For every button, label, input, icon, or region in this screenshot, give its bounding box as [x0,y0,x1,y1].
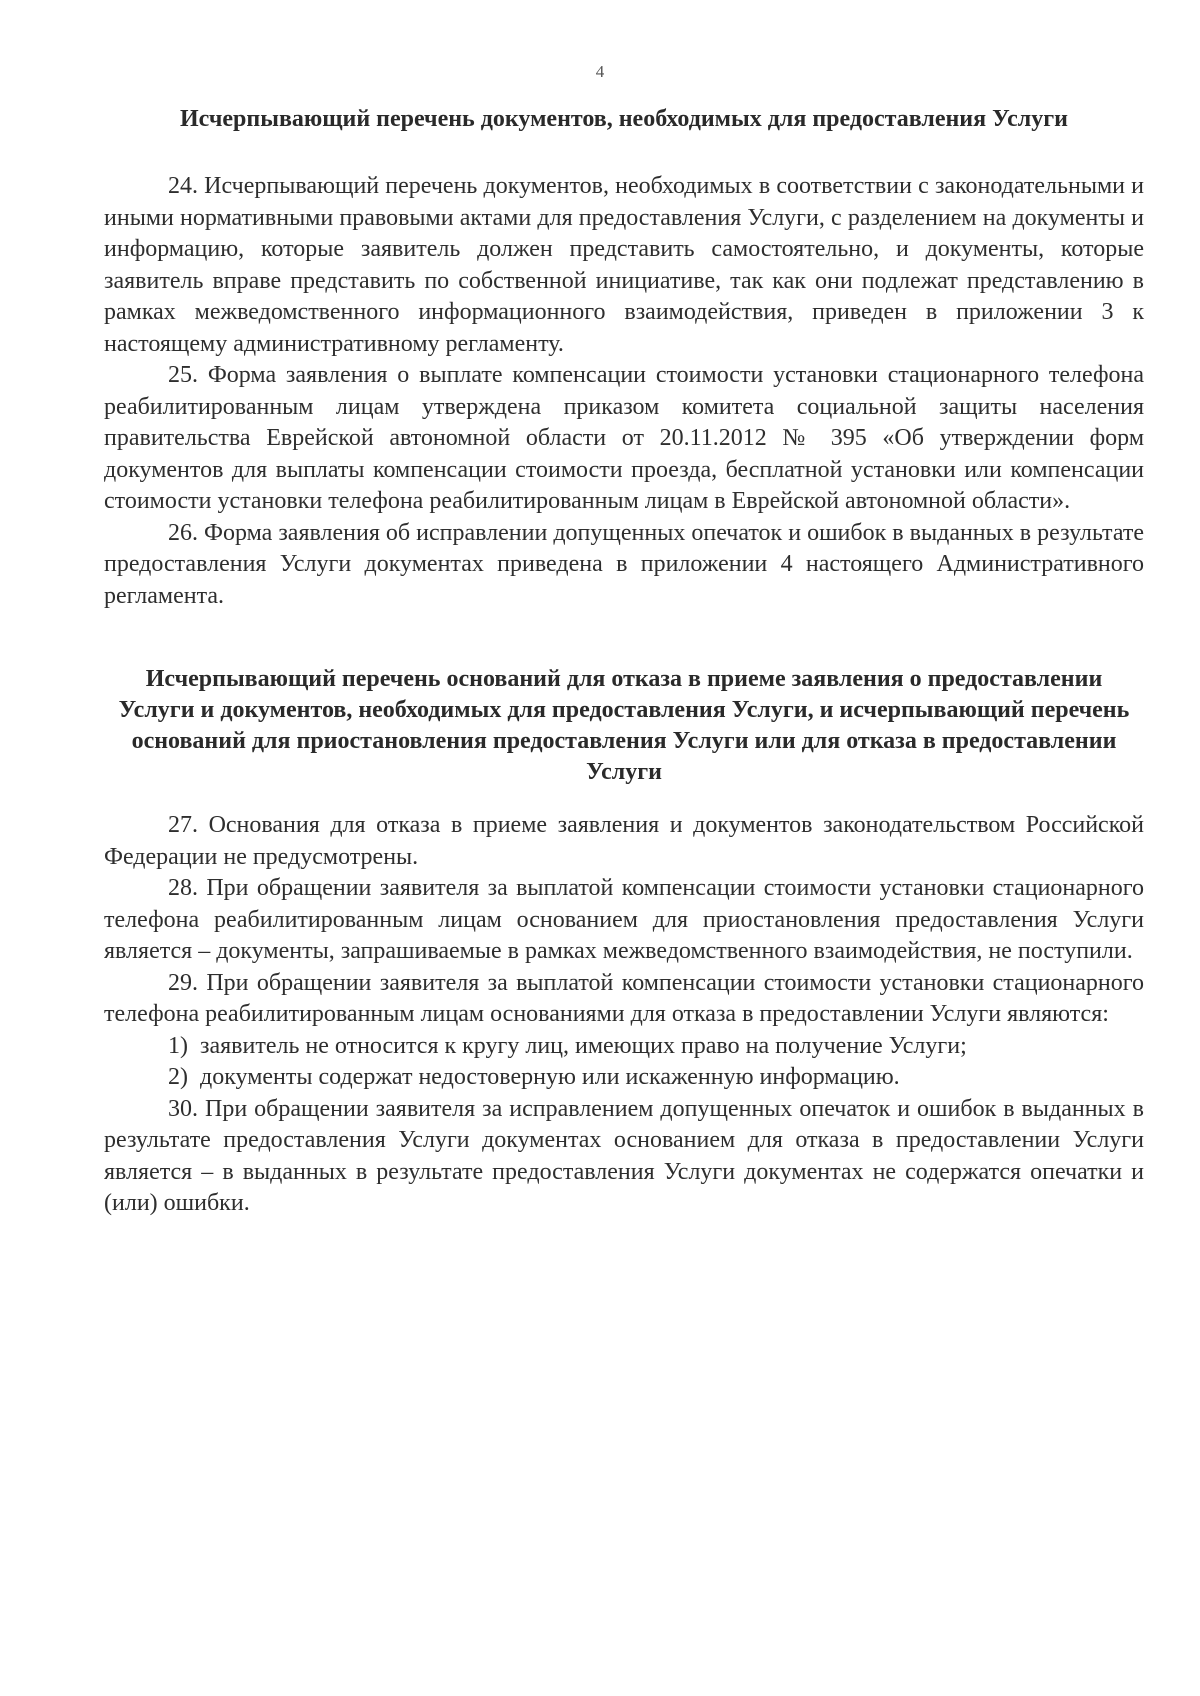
section-refusal-grounds [104,810,1144,1220]
list-item-text: документы содержат недостоверную или искаженную информацию. [200,1064,900,1090]
section-heading-documents: Исчерпывающий перечень документов, необходимых для предоставления Услуги [180,106,1068,132]
list-item [104,1062,1144,1094]
list-marker: 2) [168,1064,188,1090]
list-item [104,1031,1144,1063]
list-marker: 1) [168,1032,188,1059]
paragraph-29: 29. При обращении заявителя за выплатой компенсации стоимости установки стационарного телефона реабилитированным лицам основаниями для отказа в предоставлении Услуги являются: [104,969,1144,1027]
page-number: 4 [595,62,605,81]
paragraph-28: 28. При обращении заявителя за выплатой компенсации стоимости установки стационарного телефона реабилитированным лицам основанием для приостановления предоставления Услуги является – документы, запрашиваемые в рамках межведомственного взаимодействия, не поступили. [104,875,1144,964]
paragraph-26: 26. Форма заявления об исправлении допущенных опечаток и ошибок в выданных в результате предоставления Услуги документах приведена в приложении 4 настоящего Административного регламента. [104,519,1144,609]
section-heading-refusal-grounds: Исчерпывающий перечень оснований для отказа в приеме заявления о предоставлении Услуги и документов, необходимых для предоставления Услуги, и исчерпывающий перечень оснований для приостановления предоставления Услуги или для отказа в предоставлении Услуги [118,666,1130,785]
paragraph-30: 30. При обращении заявителя за исправлением допущенных опечаток и ошибок в выданных в результате предоставления Услуги документах основанием для отказа в предоставлении Услуги является – в выданных в результате предоставления Услуги документах не содержатся опечатки и (или) ошибки. [104,1095,1144,1216]
document-body [104,104,1144,1220]
section-documents [104,171,1144,612]
paragraph-27: 27. Основания для отказа в приеме заявления и документов законодательством Российской Федерации не предусмотрены. [104,812,1144,870]
paragraph-24: 24. Исчерпывающий перечень документов, необходимых в соответствии с законодательными и иными нормативными правовыми актами для предоставления Услуги, с разделением на документы и информацию, которые заявитель должен представить самостоятельно, и документы, которые заявитель вправе представить по собственной инициативе, так как они подлежат представлению в рамках межведомственного информационного взаимодействия, приведен в приложении 3 к настоящему административному регламенту. [104,173,1144,357]
list-item-text: заявитель не относится к кругу лиц, имеющих право на получение Услуги; [200,1032,967,1059]
paragraph-25: 25. Форма заявления о выплате компенсации стоимости установки стационарного телефона реабилитированным лицам утверждена приказом комитета социальной защиты населения правительства Еврейской автономной области от 20.11.2012 № 395 «Об утверждении форм документов для выплаты компенсации стоимости проезда, бесплатной установки или компенсации стоимости установки телефона реабилитированным лицам в Еврейской автономной области». [104,362,1144,514]
